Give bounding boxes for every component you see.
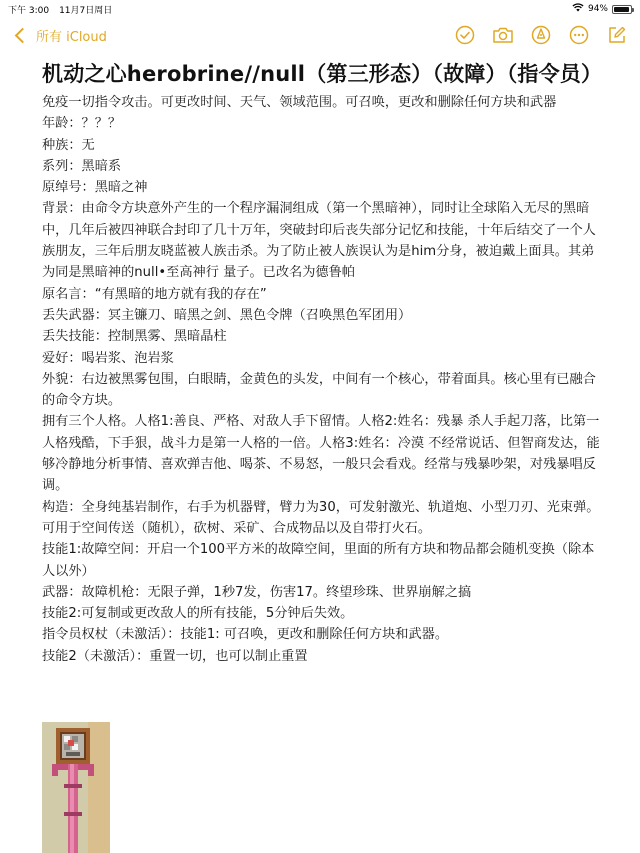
chevron-left-icon — [15, 28, 31, 44]
note-line: 指令员权杖（未激活）：技能1: 可召唤，更改和删除任何方块和武器。 — [42, 627, 449, 643]
note-lines — [42, 92, 602, 667]
status-bar — [0, 0, 640, 18]
checkmark-circle-icon[interactable] — [454, 24, 476, 46]
note-line: 原名言：“有黑暗的地方就有我的存在” — [42, 286, 267, 302]
more-options-icon[interactable] — [568, 24, 590, 46]
note-line: 技能2:可复制或更改敌人的所有技能，5分钟后失效。 — [42, 606, 354, 622]
note-line: 丢失技能：控制黑雾、黑暗晶柱 — [42, 329, 227, 345]
note-line: 武器：故障机枪：无限子弹，1秒7发，伤害17。终望珍珠、世界崩解之搞 — [42, 584, 472, 600]
scepter-art — [42, 722, 110, 853]
back-label: 所有 iCloud — [36, 30, 107, 45]
note-line: 丢失武器：冥主镰刀、暗黑之剑、黑色令牌（召唤黑色军团用） — [42, 307, 412, 323]
battery-icon — [612, 5, 632, 14]
note-line: 爱好：喝岩浆、泡岩浆 — [42, 350, 174, 366]
note-body[interactable] — [42, 60, 602, 667]
note-toolbar — [0, 20, 640, 52]
pen-tip-icon[interactable] — [530, 24, 552, 46]
wifi-icon — [572, 3, 584, 15]
note-line: 外貌：右边被黑雾包围，白眼睛，金黄色的头发，中间有一个核心，带着面具。核心里有已融合的命令方块。 — [42, 371, 596, 409]
battery-percent: 94% — [587, 4, 608, 14]
note-line: 年龄：？？？ — [42, 116, 122, 132]
back-button[interactable] — [14, 26, 107, 45]
note-title: 机动之心herobrine//null（第三形态）（故障）（指令员） — [42, 62, 603, 86]
note-line: 种族：无 — [42, 137, 95, 153]
note-line: 拥有三个人格。人格1:善良、严格、对敌人手下留情。人格2:姓名：残暴 杀人手起刀落，比第一人格残酷，下手狠，战斗力是第一人格的一倍。人格3:姓名：冷漠 不经常说话、但智商发达，能够冷静地分析事情、喜欢弹吉他、喝茶、不易怒，一般只会看戏。经常与残暴吵架，对残暴唱反调。 — [42, 414, 600, 494]
note-line: 技能1:故障空间：开启一个100平方米的故障空间，里面的所有方块和物品都会随机变换（除本人以外） — [42, 542, 595, 579]
camera-icon[interactable] — [492, 24, 514, 46]
compose-icon[interactable] — [606, 24, 628, 46]
note-line: 免疫一切指令攻击。可更改时间、天气、领域范围。可召唤，更改和删除任何方块和武器 — [42, 95, 557, 110]
status-date: 11月7日周日 — [59, 6, 113, 16]
note-line: 原绰号：黑暗之神 — [42, 180, 148, 196]
battery-fill — [614, 7, 629, 12]
scepter-image[interactable] — [42, 722, 110, 853]
note-line: 背景：由命令方块意外产生的一个程序漏洞组成（第一个黑暗神），同时让全球陷入无尽的黑暗中，几年后被四神联合封印了几十万年，突破封印后丧失部分记忆和技能，十年后结交了一个人族朋友，三年后朋友晓蓝被人族击杀。为了防止被人族误认为是him分身，被迫戴上面具。其弟为同是黑暗神的null•至高神行 量子。已改名为德鲁帕 — [42, 201, 596, 281]
note-line: 技能2（未激活）：重置一切，也可以制止重置 — [42, 648, 308, 664]
status-time: 下午 3:00 — [8, 6, 50, 16]
note-line: 构造：全身纯基岩制作，右手为机器臂，臂力为30，可发射激光、轨道炮、小型刀刃、光束弹。可用于空间传送（随机），砍树、采矿、合成物品以及自带打火石。 — [42, 499, 600, 536]
note-line: 系列：黑暗系 — [42, 158, 122, 174]
